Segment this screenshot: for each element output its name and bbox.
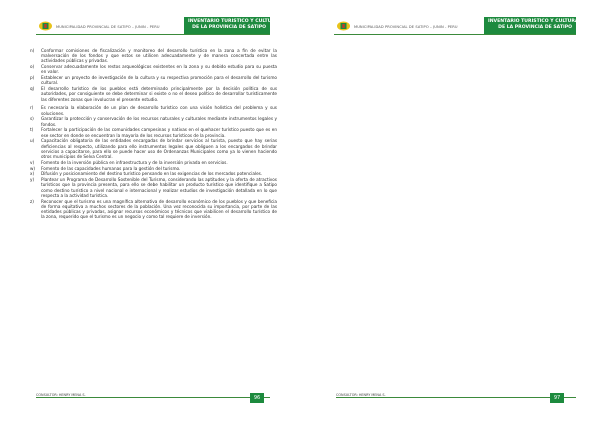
list-item (30, 86, 277, 102)
item-letter: v) (30, 159, 35, 165)
list-item (30, 199, 277, 220)
item-letter: n) (30, 48, 35, 53)
header-title-line2: DE LA PROVINCIA DE SATIPO (192, 25, 266, 30)
item-text: Fomento de la inversión pública en infraestructura y de la inversión privada en servicios. (41, 159, 228, 165)
header-title-box (484, 17, 582, 34)
item-letter: z) (30, 198, 34, 204)
item-text: Fortalecer la participación de las comunidades campesinas y nativas en el quehacer turístico puesto que es en ese sector en donde se encuentran la mayoría de los recursos turísticos de la provincia. (41, 127, 277, 138)
item-letter: s) (30, 116, 34, 122)
list-item (30, 177, 277, 198)
footer-divider (36, 397, 270, 398)
item-letter: r) (30, 105, 34, 111)
header-municipality: MUNICIPALIDAD PROVINCIAL DE SATIPO – JUNIN - PERU (354, 25, 458, 29)
header-municipality: MUNICIPALIDAD PROVINCIAL DE SATIPO – JUNIN - PERU (56, 25, 160, 29)
item-letter: x) (30, 171, 35, 177)
list-item (30, 127, 277, 137)
item-text: Reconocer que el turismo es una magnífica alternativa de desarrollo económico de los pueblos y que beneficia de forma equitativa a muchos sectores de la población. Una vez reconocida su importancia, por parte de las entidades públicas y privadas, asignar recursos económicos y técnicos que viabilicen el desarrollo turístico de la zona, requerido que el turismo es un negocio y como tal requiere de inversión. (41, 198, 277, 220)
page-number: 96 (250, 393, 264, 403)
item-letter: y) (30, 177, 35, 183)
header-title-box (184, 17, 282, 34)
header-title-line1: INVENTARIO TURISTICO Y CULTURAL (188, 19, 282, 24)
list-item (30, 105, 277, 115)
list-item (30, 166, 277, 171)
item-letter: t) (30, 127, 34, 133)
list-item (30, 138, 277, 159)
item-text: Difusión y posicionamiento del destino turístico pensando en las exigencias de los mercados potenciales. (41, 171, 263, 177)
item-letter: q) (30, 86, 35, 92)
list-item (30, 116, 277, 126)
list-item (30, 171, 277, 176)
list-item (30, 160, 277, 165)
item-text: Garantizar la protección y conservación de los recursos naturales y culturales mediante instrumentos legales y fondos. (41, 116, 277, 127)
municipality-logo-icon (38, 20, 53, 31)
item-letter: p) (30, 75, 35, 81)
list-item (30, 64, 277, 74)
item-text: Capacitación obligatoria de las entidades encargadas de brindar servicios al turista, puesto que hay serias deficiencias al respecto, utilizando para ello instrumentos legales que obliguen a los encargados de brindar servicios a capacitarse, para ello se puede hacer uso de Ordenanzas Municipales como ya lo vienen haciendo otros municipios de Selva Central. (41, 138, 277, 160)
footer-consultant: CONSULTOR: HENRY MENA S. (336, 393, 386, 397)
list-item (30, 48, 277, 64)
item-text: Establecer un proyecto de investigación de la cultura y su respectiva promoción para el desarrollo del turismo cultural. (41, 75, 277, 86)
right-page (300, 0, 600, 424)
item-text: Conservar adecuadamente los restos arqueológicos existentes en la zona y su debido estudio para su puesta en valor. (41, 64, 277, 75)
recommendations-list (30, 48, 277, 220)
page-number: 97 (550, 393, 564, 403)
footer-divider (336, 397, 576, 398)
header-title-line2: DE LA PROVINCIA DE SATIPO (498, 25, 572, 30)
item-text: Es necesaria la elaboración de un plan de desarrollo turístico con una visión holística del problema y sus soluciones. (41, 105, 277, 116)
item-letter: w) (30, 165, 36, 171)
item-letter: o) (30, 64, 35, 70)
header-divider (334, 34, 576, 35)
item-text: El desarrollo turístico de los pueblos está determinado principalmente por la decisión política de sus autoridades, por consiguiente se debe determinar si existe o no el deseo político de desarrollar turísticamente las diferentes zonas que involucran el presente estudio. (41, 86, 277, 102)
municipality-logo-icon (336, 20, 351, 31)
item-text: Plantear un Programa de Desarrollo Sostenible del Turismo, considerando las aptitudes y la oferta de atractivos turísticos que la provincia presenta, para ello se debe habilitar un producto turístico que identifique a Satipo como destino turístico a nivel nacional e internacional y realizar estudios de investigación detallada en lo que respecta a la actividad turística. (41, 177, 277, 198)
item-letter: u) (30, 138, 35, 144)
header-divider (36, 34, 270, 35)
header-title-line1: INVENTARIO TURISTICO Y CULTURAL (488, 19, 582, 24)
footer-consultant: CONSULTOR: HENRY MENA S. (36, 393, 86, 397)
item-text: Fomento de las capacidades humanas para la gestión del turismo. (41, 165, 181, 171)
list-item (30, 75, 277, 85)
item-text: Conformar comisiones de fiscalización y monitoreo del desarrollo turístico en la zona a fin de evitar la malversación de los fondos y que estos se utilicen adecuadamente y de manera concertada entre las actividades públicas y privadas. (41, 48, 277, 64)
